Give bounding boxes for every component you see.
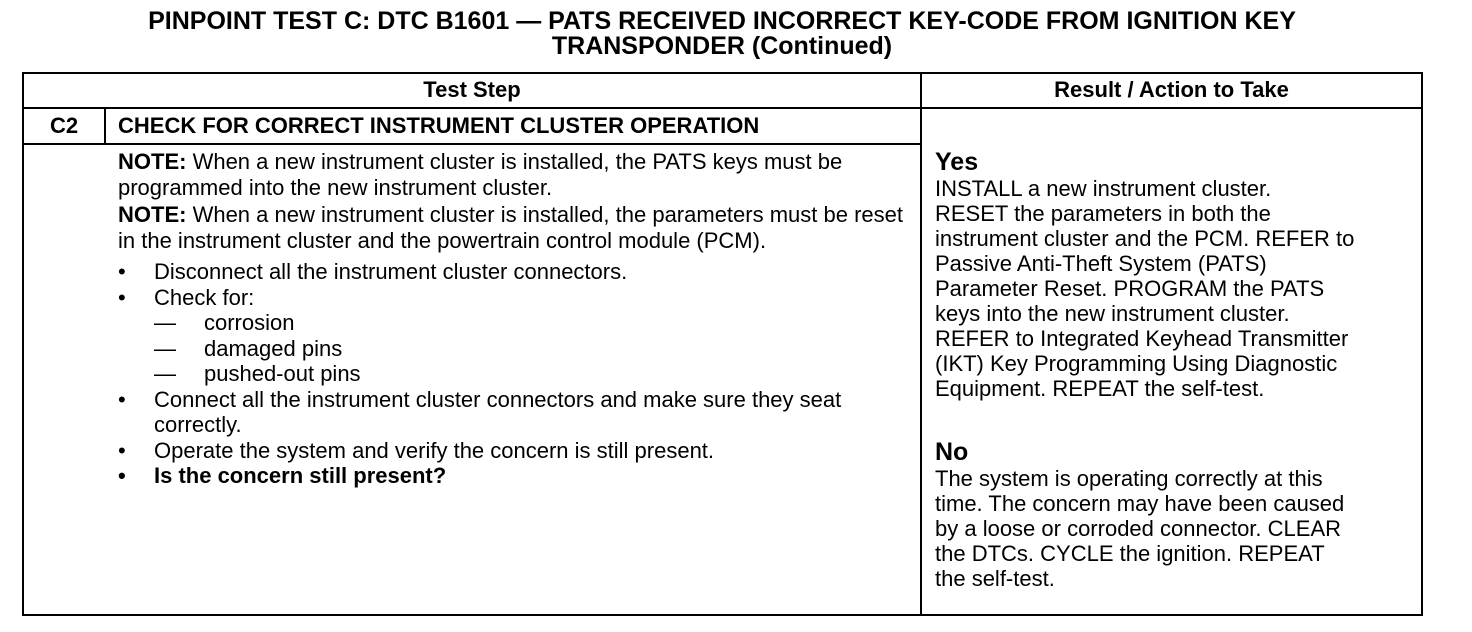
bullet-connect-text: Connect all the instrument cluster connectors and make sure they seat correctly. — [154, 386, 842, 437]
result-no-line: time. The concern may have been caused — [935, 491, 1345, 516]
result-no-line: the DTCs. CYCLE the ignition. REPEAT — [935, 541, 1325, 566]
note-1-label: NOTE: — [118, 149, 187, 174]
check-item-text: damaged pins — [204, 335, 343, 361]
result-yes — [935, 148, 1417, 401]
bullet-icon: • — [118, 463, 126, 488]
result-yes-line: instrument cluster and the PCM. REFER to — [935, 226, 1355, 251]
check-item-text: corrosion — [204, 310, 295, 335]
result-yes-line: INSTALL a new instrument cluster. — [935, 176, 1272, 201]
page-title-line-2: TRANSPONDER (Continued) — [551, 32, 893, 60]
step-title: CHECK FOR CORRECT INSTRUMENT CLUSTER OPERATION — [118, 113, 760, 138]
result-yes-label: Yes — [935, 148, 979, 176]
note-1 — [118, 149, 908, 200]
result-no — [935, 438, 1417, 591]
result-yes-line: RESET the parameters in both the — [935, 201, 1271, 226]
bullet-check-for — [118, 285, 908, 311]
bullet-icon: • — [118, 386, 126, 412]
result-no-line: The system is operating correctly at this — [935, 466, 1323, 491]
dash-icon: — — [154, 361, 176, 386]
bullet-icon: • — [118, 284, 126, 310]
note-2 — [118, 202, 908, 253]
result-yes-line: Parameter Reset. PROGRAM the PATS — [935, 276, 1325, 301]
header-divider — [22, 107, 1423, 109]
check-item-text: pushed-out pins — [204, 361, 361, 386]
bullet-operate-text: Operate the system and verify the concern is still present. — [154, 437, 715, 463]
bullet-disconnect-text: Disconnect all the instrument cluster connectors. — [154, 259, 628, 284]
header-test-step: Test Step — [423, 77, 521, 102]
step-id: C2 — [49, 113, 79, 138]
note-2-label: NOTE: — [118, 202, 187, 227]
bullet-icon: • — [118, 259, 126, 284]
check-item-damaged-pins — [118, 336, 908, 362]
result-no-line: by a loose or corroded connector. CLEAR — [935, 516, 1342, 541]
bullet-check-for-text: Check for: — [154, 284, 255, 310]
result-yes-line: keys into the new instrument cluster. — [935, 301, 1290, 326]
note-2-text: When a new instrument cluster is installed, the parameters must be reset in the instrument cluster and the powertrain control module (PCM). — [118, 202, 903, 253]
note-1-text: When a new instrument cluster is installed, the PATS keys must be programmed into the new instrument cluster. — [118, 149, 843, 200]
page-title-line-1: PINPOINT TEST C: DTC B1601 — PATS RECEIVED INCORRECT KEY-CODE FROM IGNITION KEY — [148, 7, 1296, 35]
bullet-disconnect — [118, 259, 908, 285]
result-yes-line: (IKT) Key Programming Using Diagnostic — [935, 351, 1338, 376]
step-title-divider — [22, 143, 922, 145]
dash-icon: — — [154, 310, 176, 335]
test-step-body — [118, 149, 908, 489]
result-no-line: the self-test. — [935, 566, 1055, 591]
result-yes-line: Equipment. REPEAT the self-test. — [935, 376, 1265, 401]
bullet-question — [118, 463, 908, 489]
bullet-operate — [118, 438, 908, 464]
bullet-connect — [118, 387, 908, 438]
question-text: Is the concern still present? — [154, 463, 447, 488]
result-no-label: No — [935, 438, 969, 466]
check-item-pushed-out-pins — [118, 361, 908, 387]
column-divider-result — [920, 72, 922, 616]
dash-icon: — — [154, 335, 176, 361]
check-item-corrosion — [118, 310, 908, 336]
step-id-divider — [104, 107, 106, 145]
page-title — [22, 9, 1422, 59]
result-yes-line: REFER to Integrated Keyhead Transmitter — [935, 326, 1349, 351]
result-yes-line: Passive Anti-Theft System (PATS) — [935, 251, 1267, 276]
header-result-action: Result / Action to Take — [1054, 77, 1289, 102]
bullet-icon: • — [118, 437, 126, 463]
